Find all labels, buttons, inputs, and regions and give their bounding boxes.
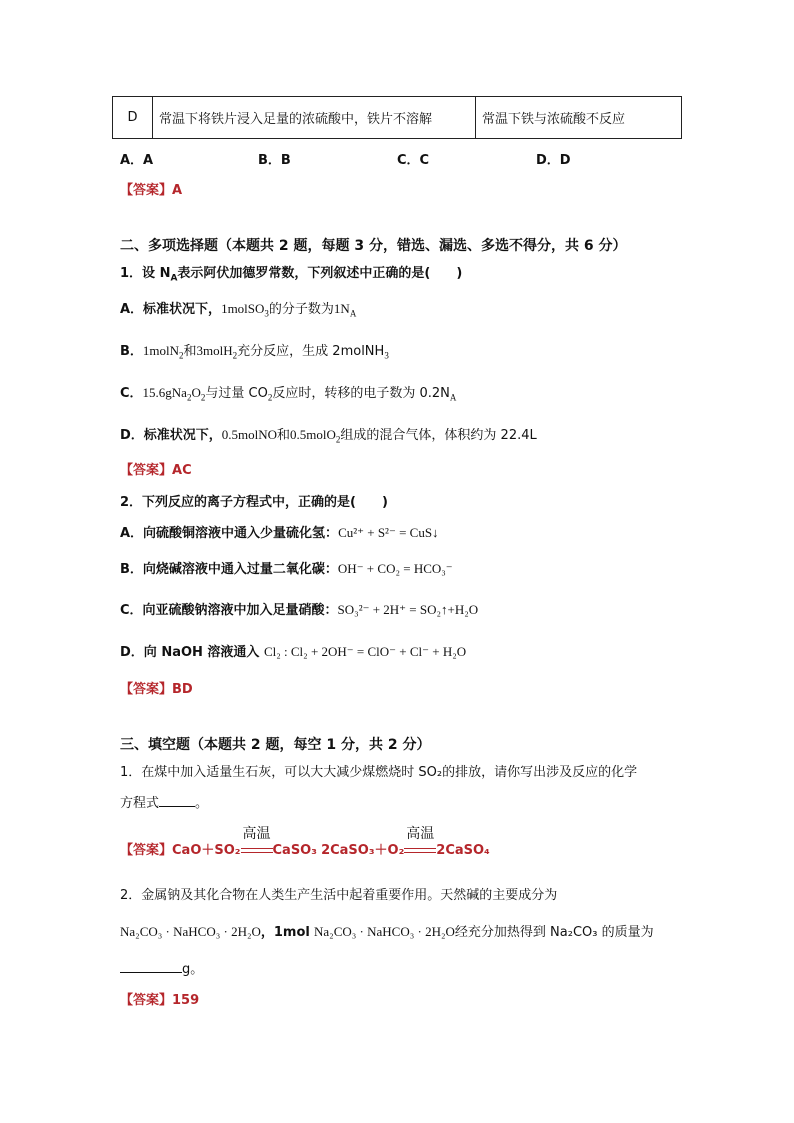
ionic-equation: SO₃²⁻ + 2H⁺ = SO₂↑+H₂O xyxy=(337,602,479,617)
choice-c: C．向亚硫酸钠溶液中加入足量硝酸：SO₃²⁻ + 2H⁺ = SO₂↑+H₂O xyxy=(120,602,479,618)
answer-value: A xyxy=(172,183,183,198)
choice-a: A．向硫酸铜溶液中通入少量硫化氢：Cu²⁺ + S²⁻ = CuS↓ xyxy=(120,525,439,541)
ionic-equation: Cl₂ : Cl₂ + 2OH⁻ = ClO⁻ + Cl⁻ + H₂O xyxy=(263,644,467,659)
conclusion-cell: 常温下铁与浓硫酸不反应 xyxy=(476,97,682,139)
option-d: D．D xyxy=(536,153,571,168)
answer-line: 【答案】159 xyxy=(120,993,200,1008)
answer-value: BD xyxy=(172,682,193,697)
question-stem: 1．设 $N_A$表示阿伏加德罗常数，下列叙述中正确的是( ) xyxy=(120,266,463,284)
choice-a: A．标准状况下，1molSO$_3$的分子数为$1N_A$ xyxy=(120,301,357,319)
ionic-equation: Cu²⁺ + S²⁻ = CuS↓ xyxy=(338,525,439,540)
choice-b: B．1molN$_2$和3molH$_2$充分反应，生成 2molNH$_3$ xyxy=(120,343,389,361)
choice-d: D．标准状况下，0.5molNO和0.5molO$_2$组成的混合气体，体积约为 22.4L xyxy=(120,427,537,445)
answer-line: 【答案】AC xyxy=(120,463,192,478)
reaction-condition: 高温 xyxy=(242,826,271,842)
choice-c: C．$15.6gNa_2O_2$与过量 $CO_2$反应时，转移的电子数为 $0.2N_A$ xyxy=(120,385,457,403)
answer-line: 【答案】BD xyxy=(120,682,193,697)
choice-d: D．向 NaOH 溶液通入 Cl₂ : Cl₂ + 2OH⁻ = ClO⁻ + Cl⁻ + H₂O xyxy=(120,644,467,660)
ionic-equation: OH⁻ + CO₂ = HCO₃⁻ xyxy=(337,561,453,576)
operation-cell: 常温下将铁片浸入足量的浓硫酸中，铁片不溶解 xyxy=(153,97,476,139)
table-row xyxy=(113,97,682,139)
question-stem-line2: 方程式 。 xyxy=(120,796,209,811)
row-label: D xyxy=(113,97,153,139)
question-stem: 2．下列反应的离子方程式中，正确的是( ) xyxy=(120,495,388,510)
answer-label: 【答案】 xyxy=(120,183,173,198)
section-heading: 二、多项选择题（本题共 2 题，每题 3 分，错选、漏选、多选不得分，共 6 分） xyxy=(120,238,627,254)
answer-value: 159 xyxy=(172,993,200,1008)
reaction-arrow xyxy=(404,848,436,853)
question-stem: 1．在煤中加入适量生石灰，可以大大减少煤燃烧时 SO₂的排放，请你写出涉及反应的化学 xyxy=(120,765,638,780)
option-b: B．B xyxy=(258,153,291,168)
answer-line xyxy=(120,179,182,198)
reaction-condition: 高温 xyxy=(406,826,435,842)
option-c: C．C xyxy=(397,153,430,168)
reaction-arrow xyxy=(241,848,273,853)
section-heading: 三、填空题（本题共 2 题，每空 1 分，共 2 分） xyxy=(120,737,431,753)
option-a: A．A xyxy=(120,153,154,168)
option-table xyxy=(112,96,682,139)
choice-b: B．向烧碱溶液中通入过量二氧化碳：OH⁻ + CO₂ = HCO₃⁻ xyxy=(120,561,453,577)
answer-blank[interactable] xyxy=(159,794,195,807)
question-stem: 2．金属钠及其化合物在人类生产生活中起着重要作用。天然碱的主要成分为 xyxy=(120,888,558,903)
question-stem-line2: Na₂CO₃ · NaHCO₃ · 2H₂O，1mol Na₂CO₃ · NaHCO₃ · 2H₂O经充分加热得到 Na₂CO₃ 的质量为 xyxy=(120,924,654,940)
answer-value: AC xyxy=(172,463,192,478)
answer-line: 【答案】CaO＋SO₂ 高温 CaSO₃ 2CaSO₃＋O₂ 高温 2CaSO₄ xyxy=(120,839,490,858)
question-stem-line3: g。 xyxy=(120,958,203,977)
answer-blank[interactable] xyxy=(120,960,182,973)
